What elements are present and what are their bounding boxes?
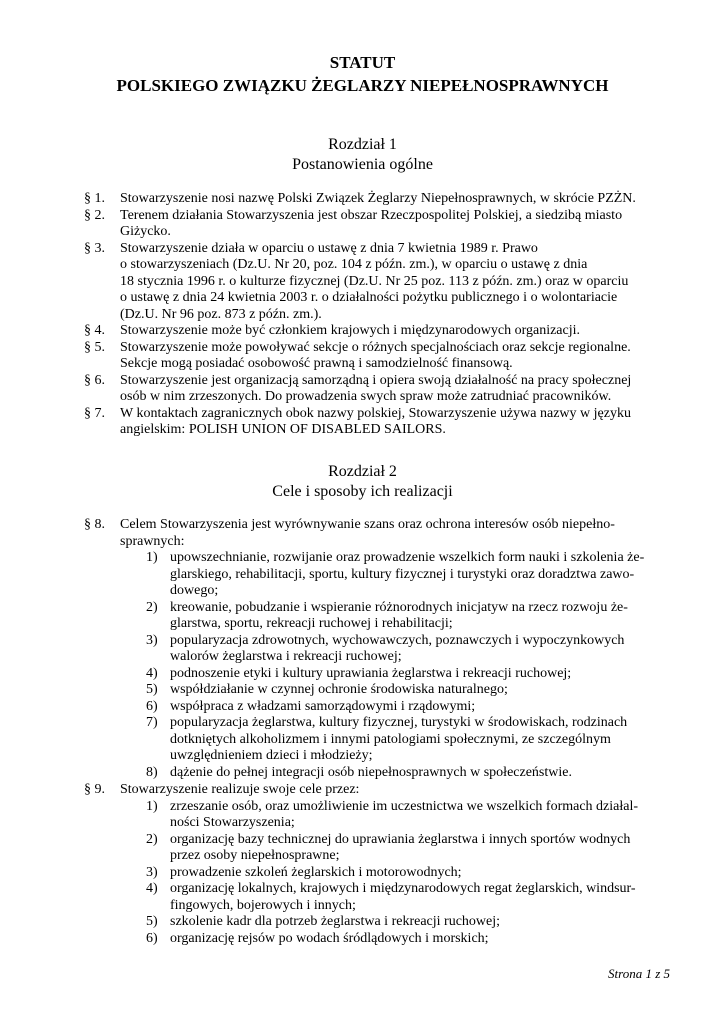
paragraph-8 (84, 517, 684, 781)
paragraph-line: Stowarzyszenie realizuje swoje cele przez: (120, 782, 360, 797)
list-item-number: 7) (146, 715, 158, 730)
paragraph-number: § 5. (84, 339, 105, 355)
paragraph-number: § 4. (84, 323, 105, 338)
list-item-number: 4) (146, 665, 158, 681)
paragraph-line: o ustawę z dnia 24 kwietnia 2003 r. o działalności pożytku publicznego i o wolontariacie (120, 290, 618, 305)
paragraph-number: § 8. (84, 517, 105, 532)
list-item (120, 881, 684, 914)
list-item-line: kreowanie, pobudzanie i wspieranie różnorodnych inicjatyw na rzecz rozwoju że- (170, 599, 628, 615)
page-number: Strona 1 z 5 (608, 966, 670, 981)
list-item-number: 4) (146, 881, 158, 896)
paragraph-line: Stowarzyszenie jest organizacją samorządną i opiera swoją działalność na pracy społecznej (120, 372, 632, 388)
chapter-2-title: Cele i sposoby ich realizacji (272, 483, 453, 500)
list-item-line: organizację rejsów po wodach śródlądowych i morskich; (170, 930, 489, 946)
list-item-number: 2) (146, 831, 158, 847)
list-item-number: 3) (146, 864, 158, 880)
list-item (120, 550, 684, 600)
paragraph-number: § 1. (84, 191, 105, 206)
list-item-line: podnoszenie etyki i kultury uprawiania żeglarstwa i rekreacji ruchowej; (170, 665, 572, 681)
paragraph-line: Terenem działania Stowarzyszenia jest obszar Rzeczpospolitej Polskiej, a siedzibą miasto (120, 207, 623, 223)
paragraph-line: Sekcje mogą posiadać osobowość prawną i samodzielność finansową. (120, 356, 513, 371)
paragraph-line: Celem Stowarzyszenia jest wyrównywanie szans oraz ochrona interesów osób niepełno- (120, 517, 615, 532)
list-item-line: fingowych, bojerowych i innych; (170, 897, 356, 913)
list-item-line: glarskiego, rehabilitacji, sportu, kultury fizycznej i turystyki oraz doradztwa zawo- (170, 566, 635, 582)
chapter-1-number: Rozdział 1 (328, 136, 397, 153)
paragraph-line: osób w nim zrzeszonych. Do prowadzenia swych spraw może zatrudniać pracowników. (120, 389, 612, 404)
paragraph-line: 18 stycznia 1996 r. o kulturze fizycznej (Dz.U. Nr 25 poz. 113 z późn. zm.) oraz w oparciu (120, 273, 629, 289)
paragraph-1 (84, 191, 684, 208)
paragraph-line: Stowarzyszenie może być członkiem krajowych i międzynarodowych organizacji. (120, 323, 581, 338)
list-item (120, 931, 684, 948)
list-item-number: 8) (146, 764, 158, 780)
document-title: STATUT (329, 53, 396, 72)
list-item-line: popularyzacja zdrowotnych, wychowawczych, poznawczych i wypoczynkowych (170, 632, 625, 648)
chapter-2-number: Rozdział 2 (328, 463, 397, 480)
list-item-line: upowszechnianie, rozwijanie oraz prowadzenie wszelkich form nauki i szkolenia że- (170, 550, 645, 565)
list-item (120, 865, 684, 882)
list-item-line: glarstwa, sportu, rekreacji ruchowej i rehabilitacji; (170, 616, 453, 631)
paragraph-line: Stowarzyszenie nosi nazwę Polski Związek Żeglarzy Niepełnosprawnych, w skrócie PZŻN. (120, 191, 636, 206)
paragraph-number: § 7. (84, 405, 105, 421)
paragraph-number: § 2. (84, 207, 105, 223)
paragraph-2 (84, 208, 684, 241)
paragraph-number: § 6. (84, 372, 105, 388)
list-item-line: uwzględnieniem dzieci i młodzieży; (170, 748, 373, 763)
list-item-line: dowego; (170, 583, 219, 598)
list-item-line: organizację bazy technicznej do uprawiania żeglarstwa i innych sportów wodnych (170, 831, 631, 847)
list-item-line: szkolenie kadr dla potrzeb żeglarstwa i rekreacji ruchowej; (170, 914, 501, 929)
list-item-number: 6) (146, 930, 158, 946)
list-item (120, 600, 684, 633)
list-item-number: 2) (146, 599, 158, 615)
list-item (120, 715, 684, 765)
list-item-line: organizację lokalnych, krajowych i międzynarodowych regat żeglarskich, windsur- (170, 881, 636, 896)
list-item-line: prowadzenie szkoleń żeglarskich i motorowodnych; (170, 864, 462, 880)
paragraph-line: Stowarzyszenie może powoływać sekcje o różnych specjalnościach oraz sekcje regionalne. (120, 339, 631, 355)
list-item-number: 3) (146, 632, 158, 648)
paragraph-line: o stowarzyszeniach (Dz.U. Nr 20, poz. 104 z późn. zm.), w oparciu o ustawę z dnia (120, 257, 588, 272)
list-item-line: dążenie do pełnej integracji osób niepełnosprawnych w społeczeństwie. (170, 764, 572, 780)
paragraph-4 (84, 323, 684, 340)
paragraph-line: sprawnych: (120, 533, 185, 549)
paragraph-line: W kontaktach zagranicznych obok nazwy polskiej, Stowarzyszenie używa nazwy w języku (120, 405, 631, 421)
paragraph-3 (84, 241, 684, 324)
paragraph-7 (84, 406, 684, 439)
list-item (120, 765, 684, 782)
list-item-number: 1) (146, 798, 158, 814)
paragraph-line: (Dz.U. Nr 96 poz. 873 z późn. zm.). (120, 306, 322, 322)
list-item (120, 699, 684, 716)
list-item-line: ności Stowarzyszenia; (170, 815, 295, 830)
list-item (120, 682, 684, 699)
list-item-number: 5) (146, 682, 158, 697)
list-item-number: 5) (146, 914, 158, 929)
chapter-1-title: Postanowienia ogólne (292, 156, 433, 173)
list-item (120, 832, 684, 865)
document-subtitle: POLSKIEGO ZWIĄZKU ŻEGLARZY NIEPEŁNOSPRAWNYCH (116, 76, 609, 95)
list-item-line: przez osoby niepełnosprawne; (170, 848, 340, 863)
paragraph-6 (84, 373, 684, 406)
paragraph-line: Giżycko. (120, 224, 171, 239)
paragraph-line: angielskim: POLISH UNION OF DISABLED SAILORS. (120, 422, 446, 437)
list-item-line: zrzeszanie osób, oraz umożliwienie im uczestnictwa we wszelkich formach działal- (170, 798, 639, 814)
paragraph-line: Stowarzyszenie działa w oparciu o ustawę z dnia 7 kwietnia 1989 r. Prawo (120, 240, 538, 256)
list-item-line: współdziałanie w czynnej ochronie środowiska naturalnego; (170, 682, 508, 697)
list-item (120, 633, 684, 666)
paragraph-5 (84, 340, 684, 373)
paragraph-number: § 9. (84, 782, 105, 797)
list-item (120, 666, 684, 683)
paragraph-number: § 3. (84, 240, 105, 256)
list-item-number: 6) (146, 698, 158, 714)
list-item-number: 1) (146, 550, 158, 565)
list-item-line: popularyzacja żeglarstwa, kultury fizycznej, turystyki w środowiskach, rodzinach (170, 715, 628, 730)
paragraph-9 (84, 782, 684, 947)
list-item (120, 914, 684, 931)
list-item (120, 799, 684, 832)
list-item-line: walorów żeglarstwa i rekreacji ruchowej; (170, 649, 402, 664)
list-item-line: współpraca z władzami samorządowymi i rządowymi; (170, 698, 476, 714)
list-item-line: dotkniętych alkoholizmem i innymi patologiami społecznymi, ze szczególnym (170, 731, 611, 747)
